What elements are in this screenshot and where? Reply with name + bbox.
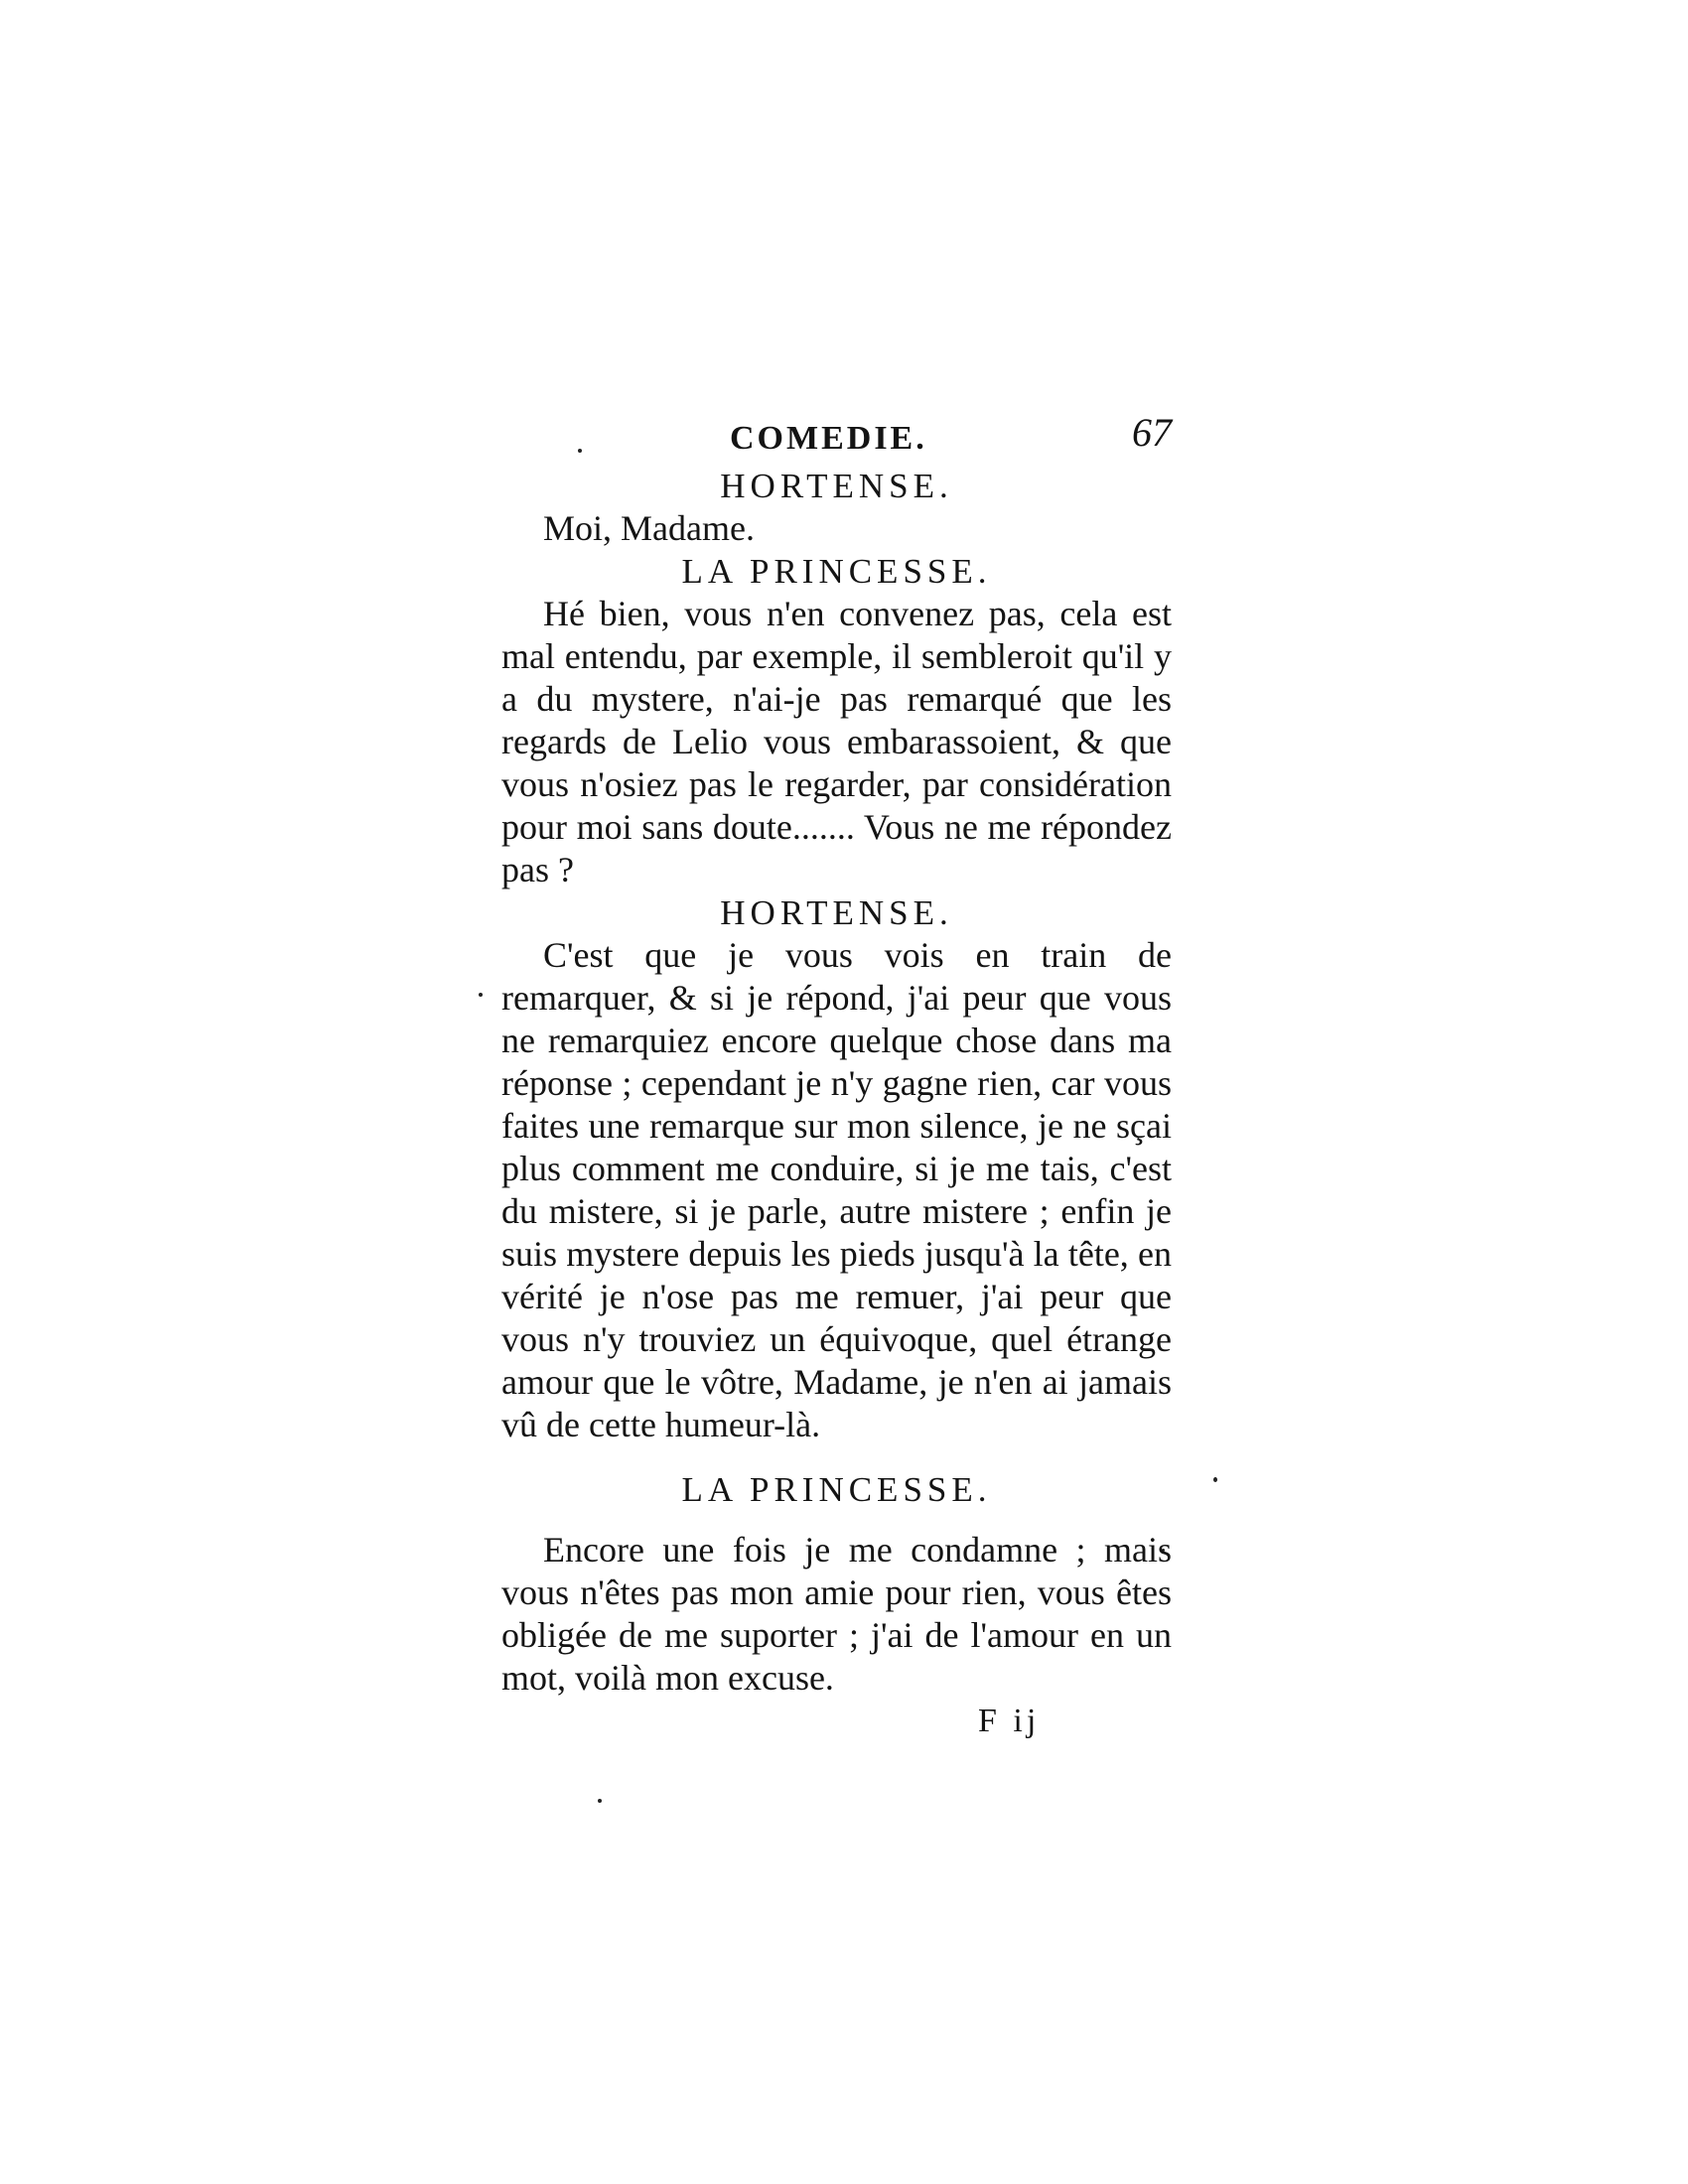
speaker-heading: LA PRINCESSE. xyxy=(681,1470,992,1509)
signature-text: F ij xyxy=(978,1703,1041,1739)
running-title: COMEDIE. xyxy=(730,420,927,457)
page-number: 67 xyxy=(1132,410,1172,455)
speech-paragraph: C'est que je vous vois en train de remarquer, & si je répond, j'ai peur que vous ne remarquiez encore quelque chose dans ma réponse ; cependant je n'y gagne rien, car vous faites une remarque sur mon silence, je ne sçai plus comment me conduire, si je me tais, c'est du mistere, si je parle, autre mistere ; enfin je suis mystere depuis les pieds jusqu'à la tête, en vérité je n'ose pas me remuer, j'ai peur que vous n'y trouviez un équivoque, quel étrange amour que le vôtre, Madame, je n'en ai jamais vû de cette humeur-là. xyxy=(501,935,1172,1444)
speech-paragraph: Moi, Madame. xyxy=(543,508,755,548)
speech-paragraph: Hé bien, vous n'en convenez pas, cela est mal entendu, par exemple, il sembleroit qu'il y a du mystere, n'ai-je pas remarqué que les regards de Lelio vous embarassoient, & que vous n'osiez pas le regarder, par considération pour moi sans doute....... Vous ne me répondez pas ? xyxy=(501,594,1172,889)
speaker-heading: HORTENSE. xyxy=(720,467,953,505)
print-speck xyxy=(598,1799,602,1803)
signature-mark xyxy=(501,1700,1172,1745)
speech-paragraph: Encore une fois je me condamne ; mais vous n'êtes pas mon amie pour rien, vous êtes obligée de me suporter ; j'ai de l'amour en un mot, voilà mon excuse. xyxy=(501,1530,1172,1698)
speaker-heading: LA PRINCESSE. xyxy=(681,552,992,591)
page-text xyxy=(501,410,1172,1745)
print-speck xyxy=(479,993,483,997)
running-head xyxy=(501,410,1172,465)
speaker-heading: HORTENSE. xyxy=(720,893,953,932)
print-speck xyxy=(1213,1477,1217,1482)
